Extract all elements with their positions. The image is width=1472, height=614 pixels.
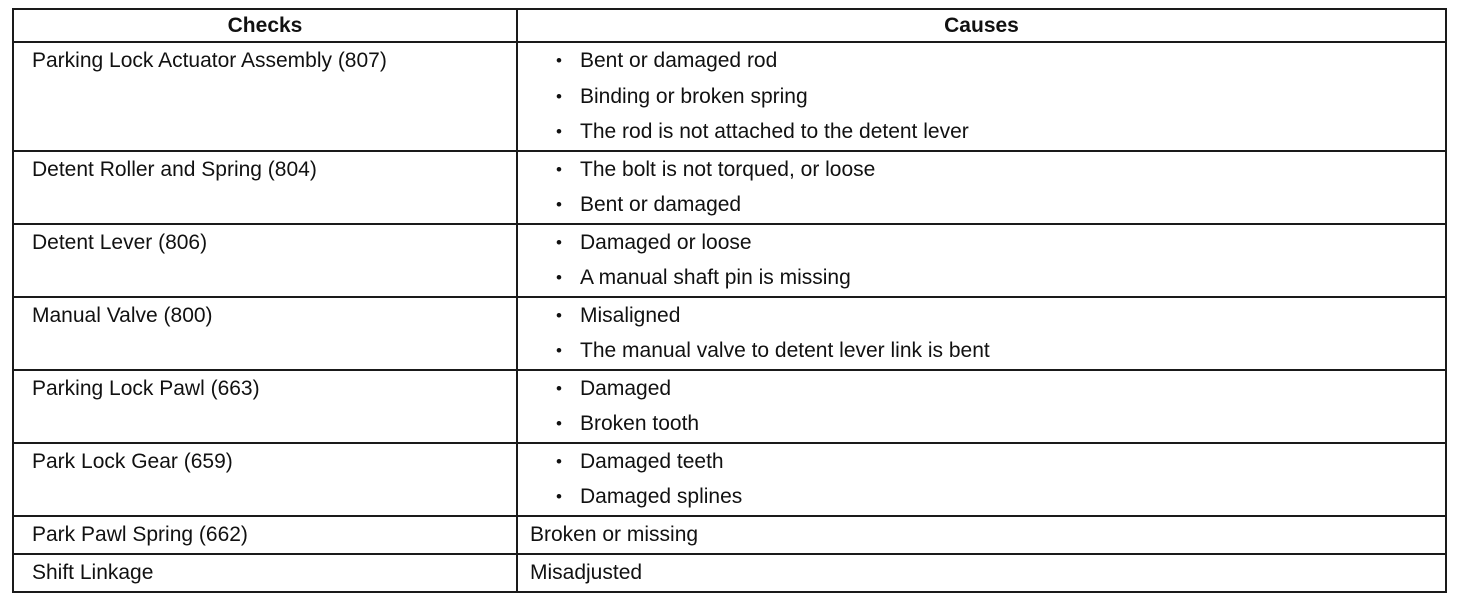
check-cell: Park Lock Gear (659) [13, 443, 517, 516]
checks-causes-table [12, 8, 1447, 593]
bullet-icon: • [556, 305, 562, 325]
cause-text: Misaligned [580, 303, 681, 327]
cause-text: Bent or damaged [580, 193, 742, 216]
check-cell: Shift Linkage [13, 554, 517, 592]
cause-item [556, 298, 1445, 334]
cause-item [556, 114, 1445, 150]
bullet-icon: • [556, 487, 562, 506]
causes-cell [517, 42, 1446, 151]
table-row [13, 443, 1446, 516]
cause-text: Damaged teeth [580, 449, 724, 473]
bullet-icon: • [556, 378, 562, 398]
cause-item [556, 333, 1445, 369]
cause-item [556, 152, 1445, 188]
bullet-icon: • [556, 414, 562, 433]
header-causes: Causes [517, 9, 1446, 42]
causes-cell [517, 297, 1446, 370]
cause-text: Broken tooth [580, 412, 700, 435]
bullet-icon: • [556, 341, 562, 360]
cause-text: Misadjusted [517, 554, 1446, 592]
table-row [13, 554, 1446, 592]
cause-item [556, 406, 1445, 442]
check-cell: Park Pawl Spring (662) [13, 516, 517, 554]
cause-text: Damaged [580, 376, 672, 400]
cause-item [556, 260, 1445, 296]
cause-text: Broken or missing [517, 516, 1446, 554]
bullet-icon: • [556, 122, 562, 141]
table-row [13, 151, 1446, 224]
check-cell: Detent Roller and Spring (804) [13, 151, 517, 224]
causes-cell [517, 151, 1446, 224]
cause-item [556, 371, 1445, 407]
header-checks: Checks [13, 9, 517, 42]
bullet-icon: • [556, 232, 562, 252]
check-cell: Manual Valve (800) [13, 297, 517, 370]
cause-item [556, 43, 1445, 79]
bullet-icon: • [556, 195, 562, 214]
cause-item [556, 225, 1445, 261]
bullet-icon: • [556, 268, 562, 287]
table-row [13, 297, 1446, 370]
table-row [13, 516, 1446, 554]
cause-text: Damaged splines [580, 485, 743, 508]
cause-item [556, 479, 1445, 515]
cause-text: Damaged or loose [580, 230, 752, 254]
check-cell: Parking Lock Pawl (663) [13, 370, 517, 443]
cause-item [556, 187, 1445, 223]
bullet-icon: • [556, 86, 562, 106]
cause-text: The manual valve to detent lever link is bent [580, 339, 990, 362]
causes-cell [517, 443, 1446, 516]
bullet-icon: • [556, 159, 562, 179]
cause-text: The rod is not attached to the detent lever [580, 120, 969, 143]
table-row [13, 42, 1446, 151]
header-row [13, 9, 1446, 42]
cause-item [556, 79, 1445, 115]
check-cell: Detent Lever (806) [13, 224, 517, 297]
cause-text: Bent or damaged rod [580, 49, 778, 72]
causes-cell [517, 224, 1446, 297]
check-cell: Parking Lock Actuator Assembly (807) [13, 42, 517, 151]
causes-cell [517, 370, 1446, 443]
bullet-icon: • [556, 51, 562, 70]
cause-item [556, 444, 1445, 480]
table-row [13, 224, 1446, 297]
bullet-icon: • [556, 451, 562, 471]
cause-text: The bolt is not torqued, or loose [580, 157, 876, 181]
table-row [13, 370, 1446, 443]
cause-text: A manual shaft pin is missing [580, 266, 851, 289]
cause-text: Binding or broken spring [580, 84, 808, 108]
